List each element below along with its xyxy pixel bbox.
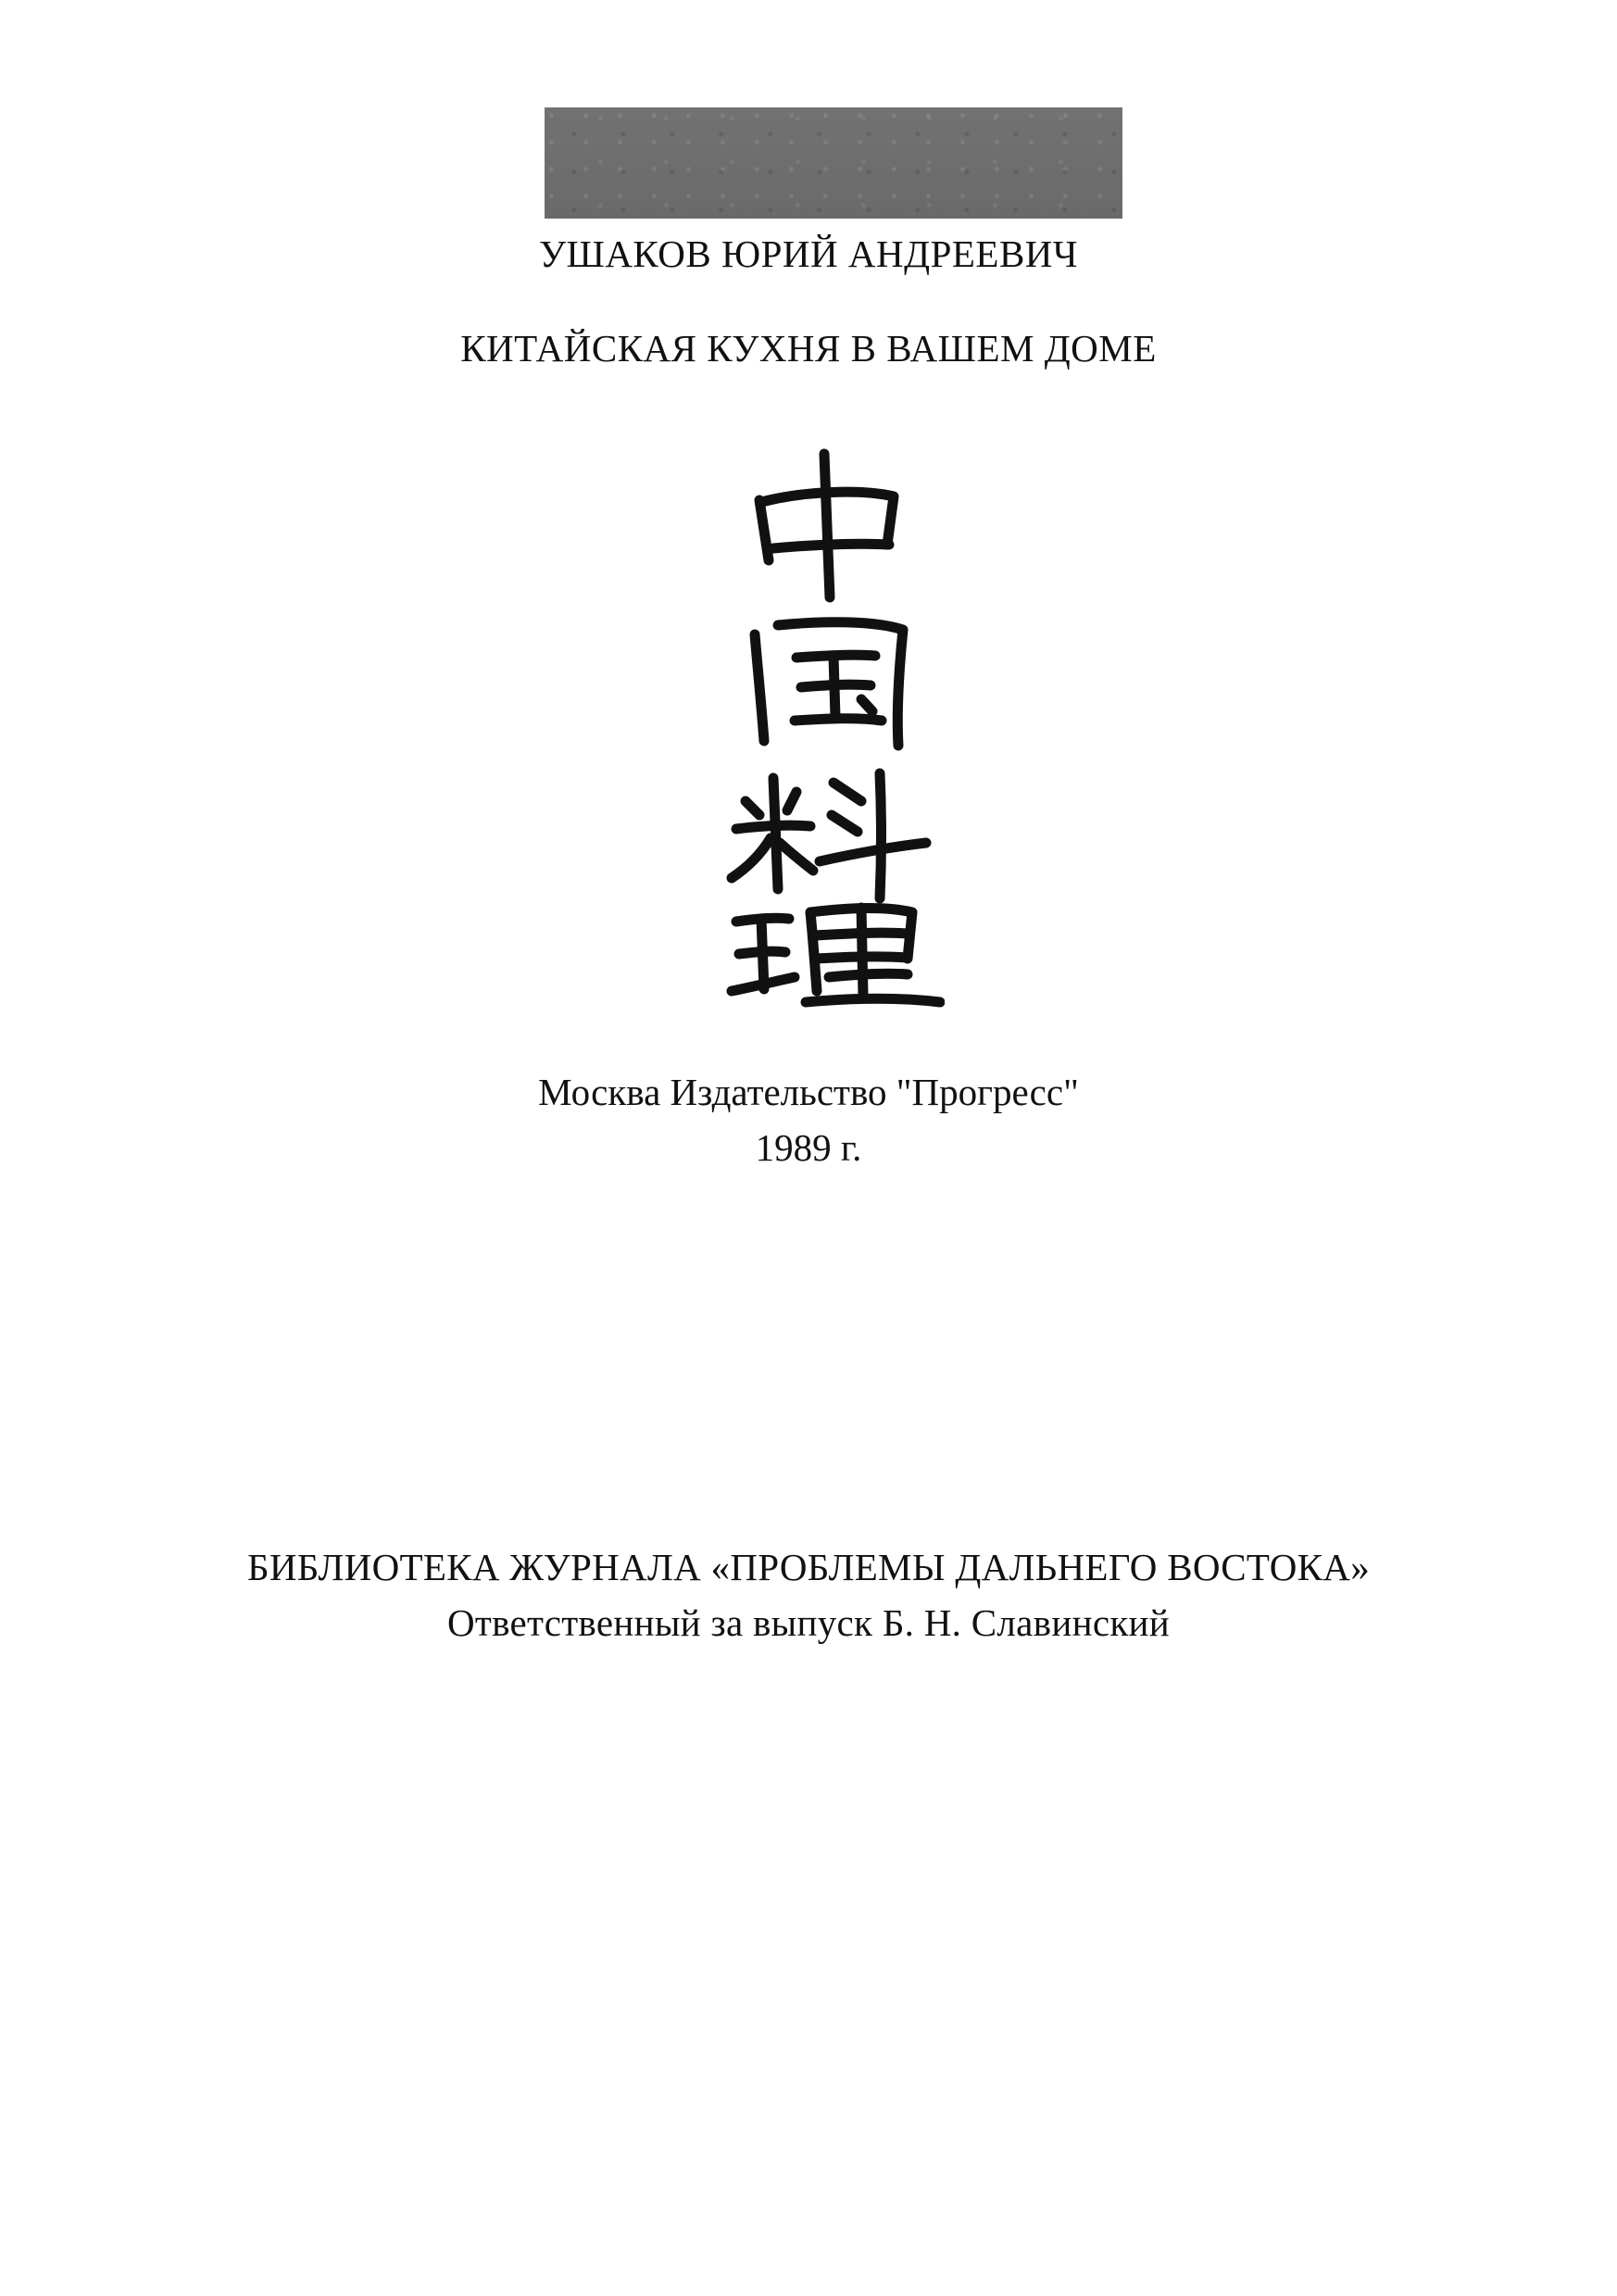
calligraphy-image bbox=[722, 435, 945, 1010]
book-title: КИТАЙСКАЯ КУХНЯ В ВАШЕМ ДОМЕ bbox=[460, 327, 1157, 370]
calligraphy-char-li bbox=[732, 908, 940, 1002]
calligraphy-char-guo bbox=[755, 622, 903, 746]
publication-year: 1989 г. bbox=[755, 1126, 862, 1169]
responsible-editor: Ответственный за выпуск Б. Н. Славинский bbox=[446, 1601, 1171, 1644]
publisher-line: Москва Издательство "Прогресс" bbox=[538, 1071, 1079, 1113]
series-title: БИБЛИОТЕКА ЖУРНАЛА «ПРОБЛЕМЫ ДАЛЬНЕГО ВОСТОКА» bbox=[246, 1546, 1370, 1588]
header-band bbox=[545, 107, 1122, 219]
calligraphy-char-liao bbox=[732, 773, 926, 898]
calligraphy-char-zhong bbox=[759, 454, 894, 597]
author-name: УШАКОВ ЮРИЙ АНДРЕЕВИЧ bbox=[538, 232, 1079, 275]
